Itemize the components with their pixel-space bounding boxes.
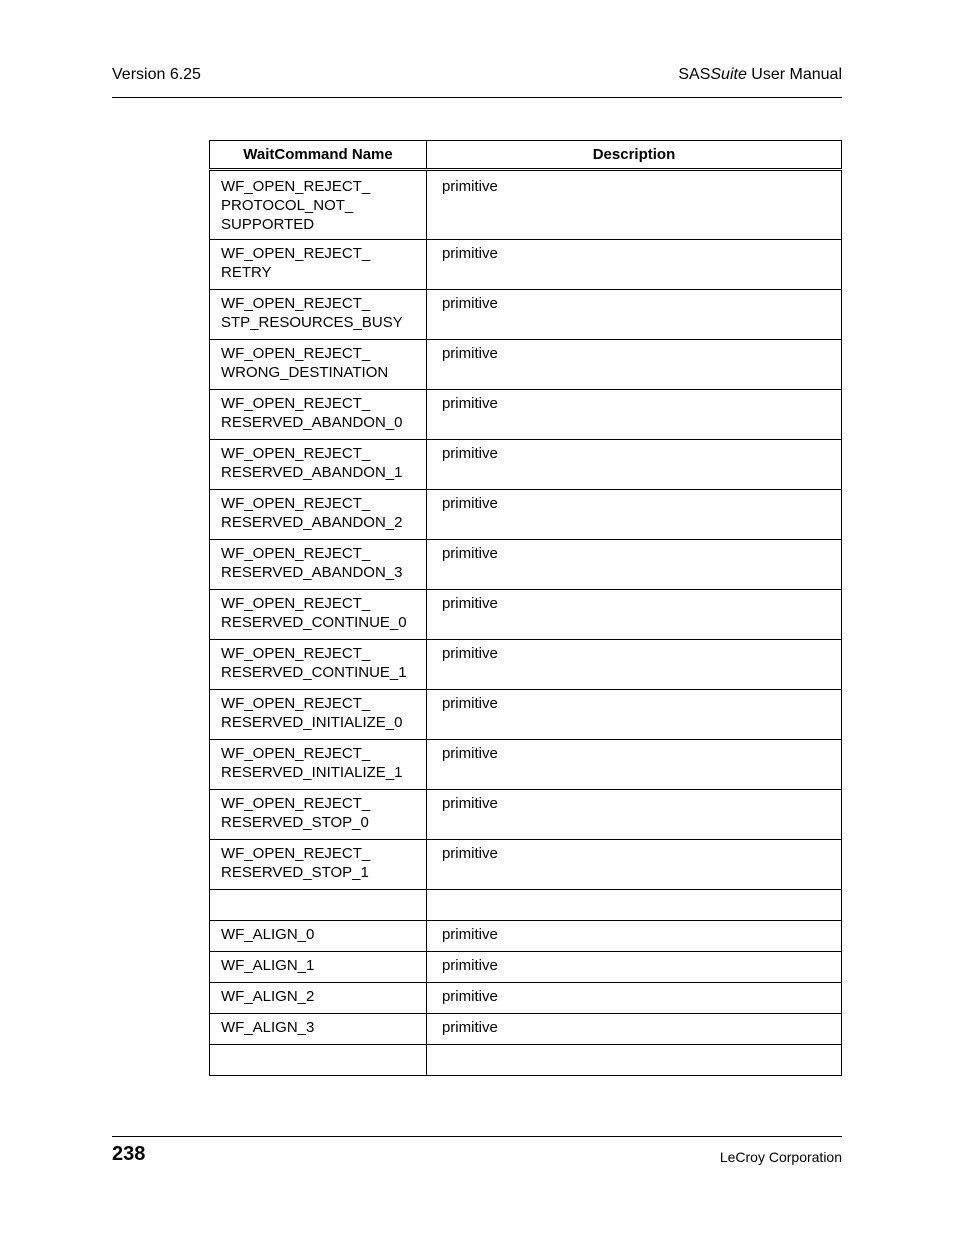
table-row xyxy=(210,690,842,740)
command-name-cell: WF_OPEN_REJECT_ RESERVED_ABANDON_1 xyxy=(210,440,427,490)
table-row xyxy=(210,983,842,1014)
description-cell: primitive xyxy=(426,690,841,740)
table-row xyxy=(210,1014,842,1045)
description-cell xyxy=(426,1045,841,1076)
table-body xyxy=(210,170,842,1076)
table-row xyxy=(210,340,842,390)
table-row xyxy=(210,490,842,540)
description-cell: primitive xyxy=(426,170,841,240)
description-cell: primitive xyxy=(426,921,841,952)
command-name-cell: WF_ALIGN_0 xyxy=(210,921,427,952)
description-cell: primitive xyxy=(426,540,841,590)
table-row xyxy=(210,890,842,921)
command-name-cell: WF_OPEN_REJECT_ RESERVED_INITIALIZE_1 xyxy=(210,740,427,790)
description-cell: primitive xyxy=(426,390,841,440)
description-cell: primitive xyxy=(426,740,841,790)
description-cell: primitive xyxy=(426,590,841,640)
description-cell: primitive xyxy=(426,952,841,983)
table-row xyxy=(210,790,842,840)
command-name-cell: WF_ALIGN_3 xyxy=(210,1014,427,1045)
command-name-cell: WF_ALIGN_2 xyxy=(210,983,427,1014)
table-row xyxy=(210,840,842,890)
description-cell: primitive xyxy=(426,640,841,690)
command-name-cell: WF_OPEN_REJECT_ RETRY xyxy=(210,240,427,290)
page-footer xyxy=(112,1136,842,1165)
manual-title xyxy=(678,66,842,84)
command-name-cell: WF_OPEN_REJECT_ PROTOCOL_NOT_ SUPPORTED xyxy=(210,170,427,240)
page-number: 238 xyxy=(112,1143,146,1165)
table-row xyxy=(210,590,842,640)
waitcommand-table xyxy=(209,140,842,1076)
command-name-cell: WF_OPEN_REJECT_ RESERVED_CONTINUE_1 xyxy=(210,640,427,690)
table-row xyxy=(210,290,842,340)
command-name-cell: WF_OPEN_REJECT_ RESERVED_CONTINUE_0 xyxy=(210,590,427,640)
command-name-cell xyxy=(210,890,427,921)
description-cell: primitive xyxy=(426,1014,841,1045)
description-cell: primitive xyxy=(426,490,841,540)
command-name-cell: WF_OPEN_REJECT_ RESERVED_STOP_1 xyxy=(210,840,427,890)
command-name-cell xyxy=(210,1045,427,1076)
command-name-cell: WF_OPEN_REJECT_ RESERVED_ABANDON_2 xyxy=(210,490,427,540)
version-label: Version 6.25 xyxy=(112,66,201,83)
command-name-cell: WF_ALIGN_1 xyxy=(210,952,427,983)
description-cell: primitive xyxy=(426,290,841,340)
column-header-name: WaitCommand Name xyxy=(210,141,427,170)
table-header-row xyxy=(210,141,842,170)
table-row xyxy=(210,952,842,983)
table-row xyxy=(210,170,842,240)
table-row xyxy=(210,540,842,590)
table-row xyxy=(210,240,842,290)
table-row xyxy=(210,921,842,952)
page-header xyxy=(112,64,842,98)
description-cell: primitive xyxy=(426,790,841,840)
table-row xyxy=(210,440,842,490)
description-cell xyxy=(426,890,841,921)
manual-title-prefix: SAS xyxy=(678,66,711,83)
command-name-cell: WF_OPEN_REJECT_ RESERVED_INITIALIZE_0 xyxy=(210,690,427,740)
command-name-cell: WF_OPEN_REJECT_ WRONG_DESTINATION xyxy=(210,340,427,390)
description-cell: primitive xyxy=(426,983,841,1014)
description-cell: primitive xyxy=(426,240,841,290)
company-name: LeCroy Corporation xyxy=(719,1149,842,1165)
table-row xyxy=(210,1045,842,1076)
table-row xyxy=(210,640,842,690)
manual-title-italic: Suite xyxy=(710,66,747,83)
manual-title-suffix: User Manual xyxy=(746,66,842,83)
command-name-cell: WF_OPEN_REJECT_ RESERVED_ABANDON_0 xyxy=(210,390,427,440)
description-cell: primitive xyxy=(426,840,841,890)
column-header-description: Description xyxy=(426,141,841,170)
description-cell: primitive xyxy=(426,440,841,490)
command-name-cell: WF_OPEN_REJECT_ RESERVED_ABANDON_3 xyxy=(210,540,427,590)
command-name-cell: WF_OPEN_REJECT_ RESERVED_STOP_0 xyxy=(210,790,427,840)
table-row xyxy=(210,740,842,790)
description-cell: primitive xyxy=(426,340,841,390)
table-row xyxy=(210,390,842,440)
command-name-cell: WF_OPEN_REJECT_ STP_RESOURCES_BUSY xyxy=(210,290,427,340)
